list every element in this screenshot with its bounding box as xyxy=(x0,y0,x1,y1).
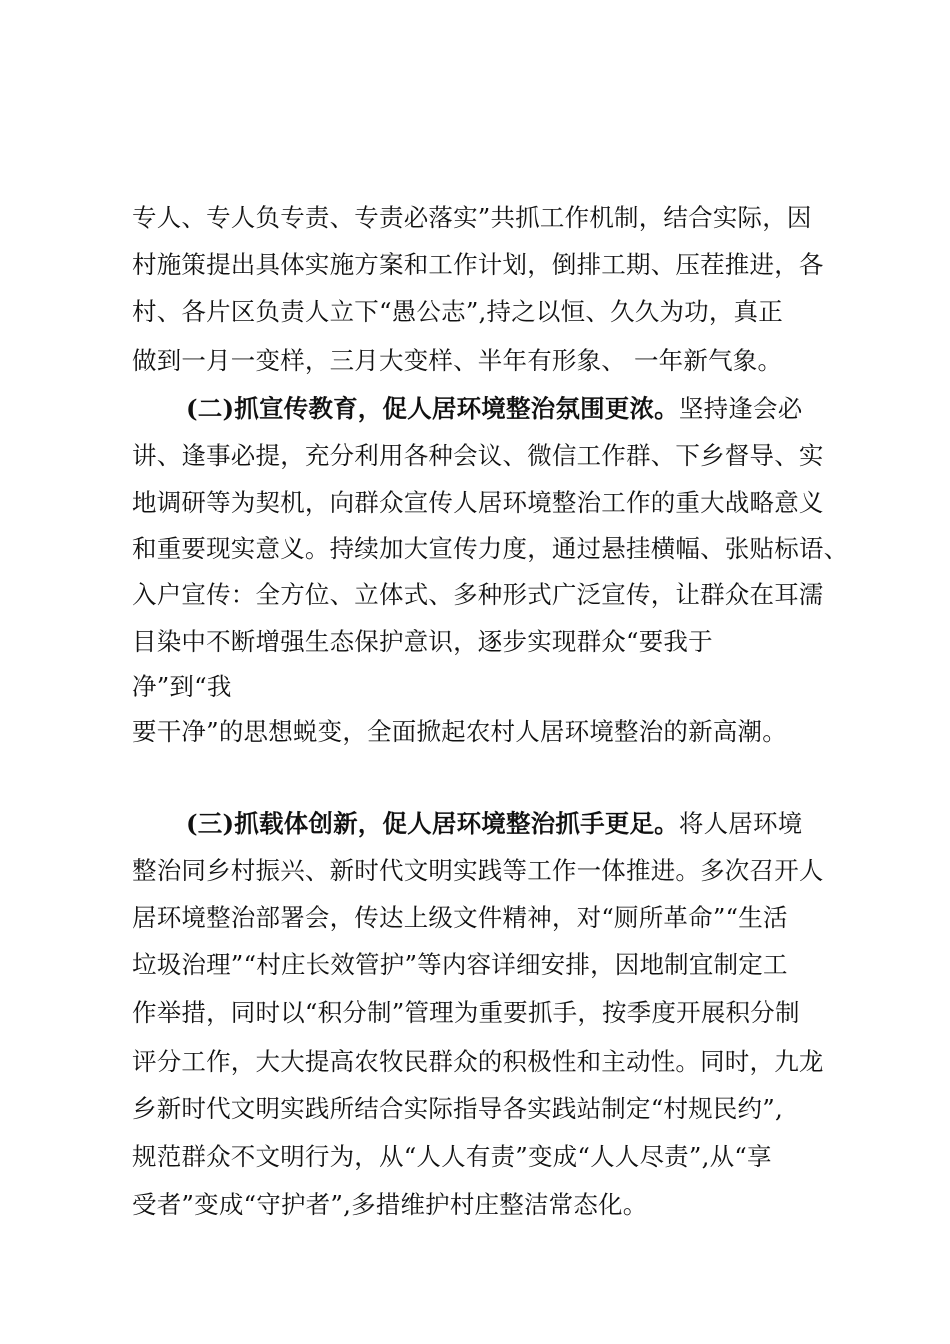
paragraph-3-first-line-rest: 将人居环境 xyxy=(678,809,803,838)
paragraph-2-line-8: 要干净”的思想蜕变，全面掀起农村人居环境整治的新高潮。 xyxy=(132,717,787,746)
paragraph-2-line-7: 净”到“我 xyxy=(132,672,232,701)
paragraph-2-line-3: 地调研等为契机，向群众宣传人居环境整治工作的重大战略意义 xyxy=(132,488,824,517)
paragraph-3-line-9: 受者”变成“守护者”,多措维护村庄整洁常态化。 xyxy=(132,1190,648,1219)
paragraph-1-line-4: 做到一月一变样，三月大变样、半年有形象、 一年新气象。 xyxy=(132,346,783,375)
paragraph-1-line-3: 村、各片区负责人立下“愚公志”,持之以恒、久久为功，真正 xyxy=(132,297,783,326)
paragraph-2-line-6: 目染中不断增强生态保护意识，逐步实现群众“要我于 xyxy=(132,627,713,656)
paragraph-2-line-5: 入户宣传：全方位、立体式、多种形式广泛宣传，让群众在耳濡 xyxy=(132,580,824,609)
paragraph-3-line-7: 乡新时代文明实践所结合实际指导各实践站制定“村规民约”, xyxy=(132,1094,783,1123)
paragraph-3-line-2: 整治同乡村振兴、新时代文明实践等工作一体推进。多次召开人 xyxy=(132,856,824,885)
paragraph-2-heading: (二)抓宣传教育，促人居环境整治氛围更浓。 xyxy=(186,394,679,423)
paragraph-2-line-2: 讲、逢事必提，充分利用各种会议、微信工作群、下乡督导、实 xyxy=(132,441,824,470)
paragraph-2-line-4: 和重要现实意义。持续加大宣传力度，通过悬挂横幅、张贴标语、 xyxy=(132,534,849,563)
paragraph-2-first-line xyxy=(186,394,802,424)
paragraph-3-line-3: 居环境整治部署会，传达上级文件精神，对“厕所革命”“生活 xyxy=(132,903,788,932)
paragraph-3-heading: (三)抓载体创新，促人居环境整治抓手更足。 xyxy=(186,809,679,838)
paragraph-1-line-2: 村施策提出具体实施方案和工作计划，倒排工期、压茬推进，各 xyxy=(132,250,824,279)
paragraph-1-line-1: 专人、专人负专责、专责必落实”共抓工作机制，结合实际，因 xyxy=(132,203,812,232)
paragraph-2-first-line-rest: 坚持逢会必 xyxy=(678,394,803,423)
paragraph-3-line-5: 作举措，同时以“积分制”管理为重要抓手，按季度开展积分制 xyxy=(132,998,800,1027)
paragraph-3-first-line xyxy=(186,809,802,839)
paragraph-3-line-6: 评分工作，大大提高农牧民群众的积极性和主动性。同时，九龙 xyxy=(132,1047,824,1076)
paragraph-3-line-4: 垃圾治理”“村庄长效管护”等内容详细安排，因地制宜制定工 xyxy=(132,950,788,979)
paragraph-3-line-8: 规范群众不文明行为，从“人人有责”变成“人人尽责”,从“享 xyxy=(132,1142,772,1171)
